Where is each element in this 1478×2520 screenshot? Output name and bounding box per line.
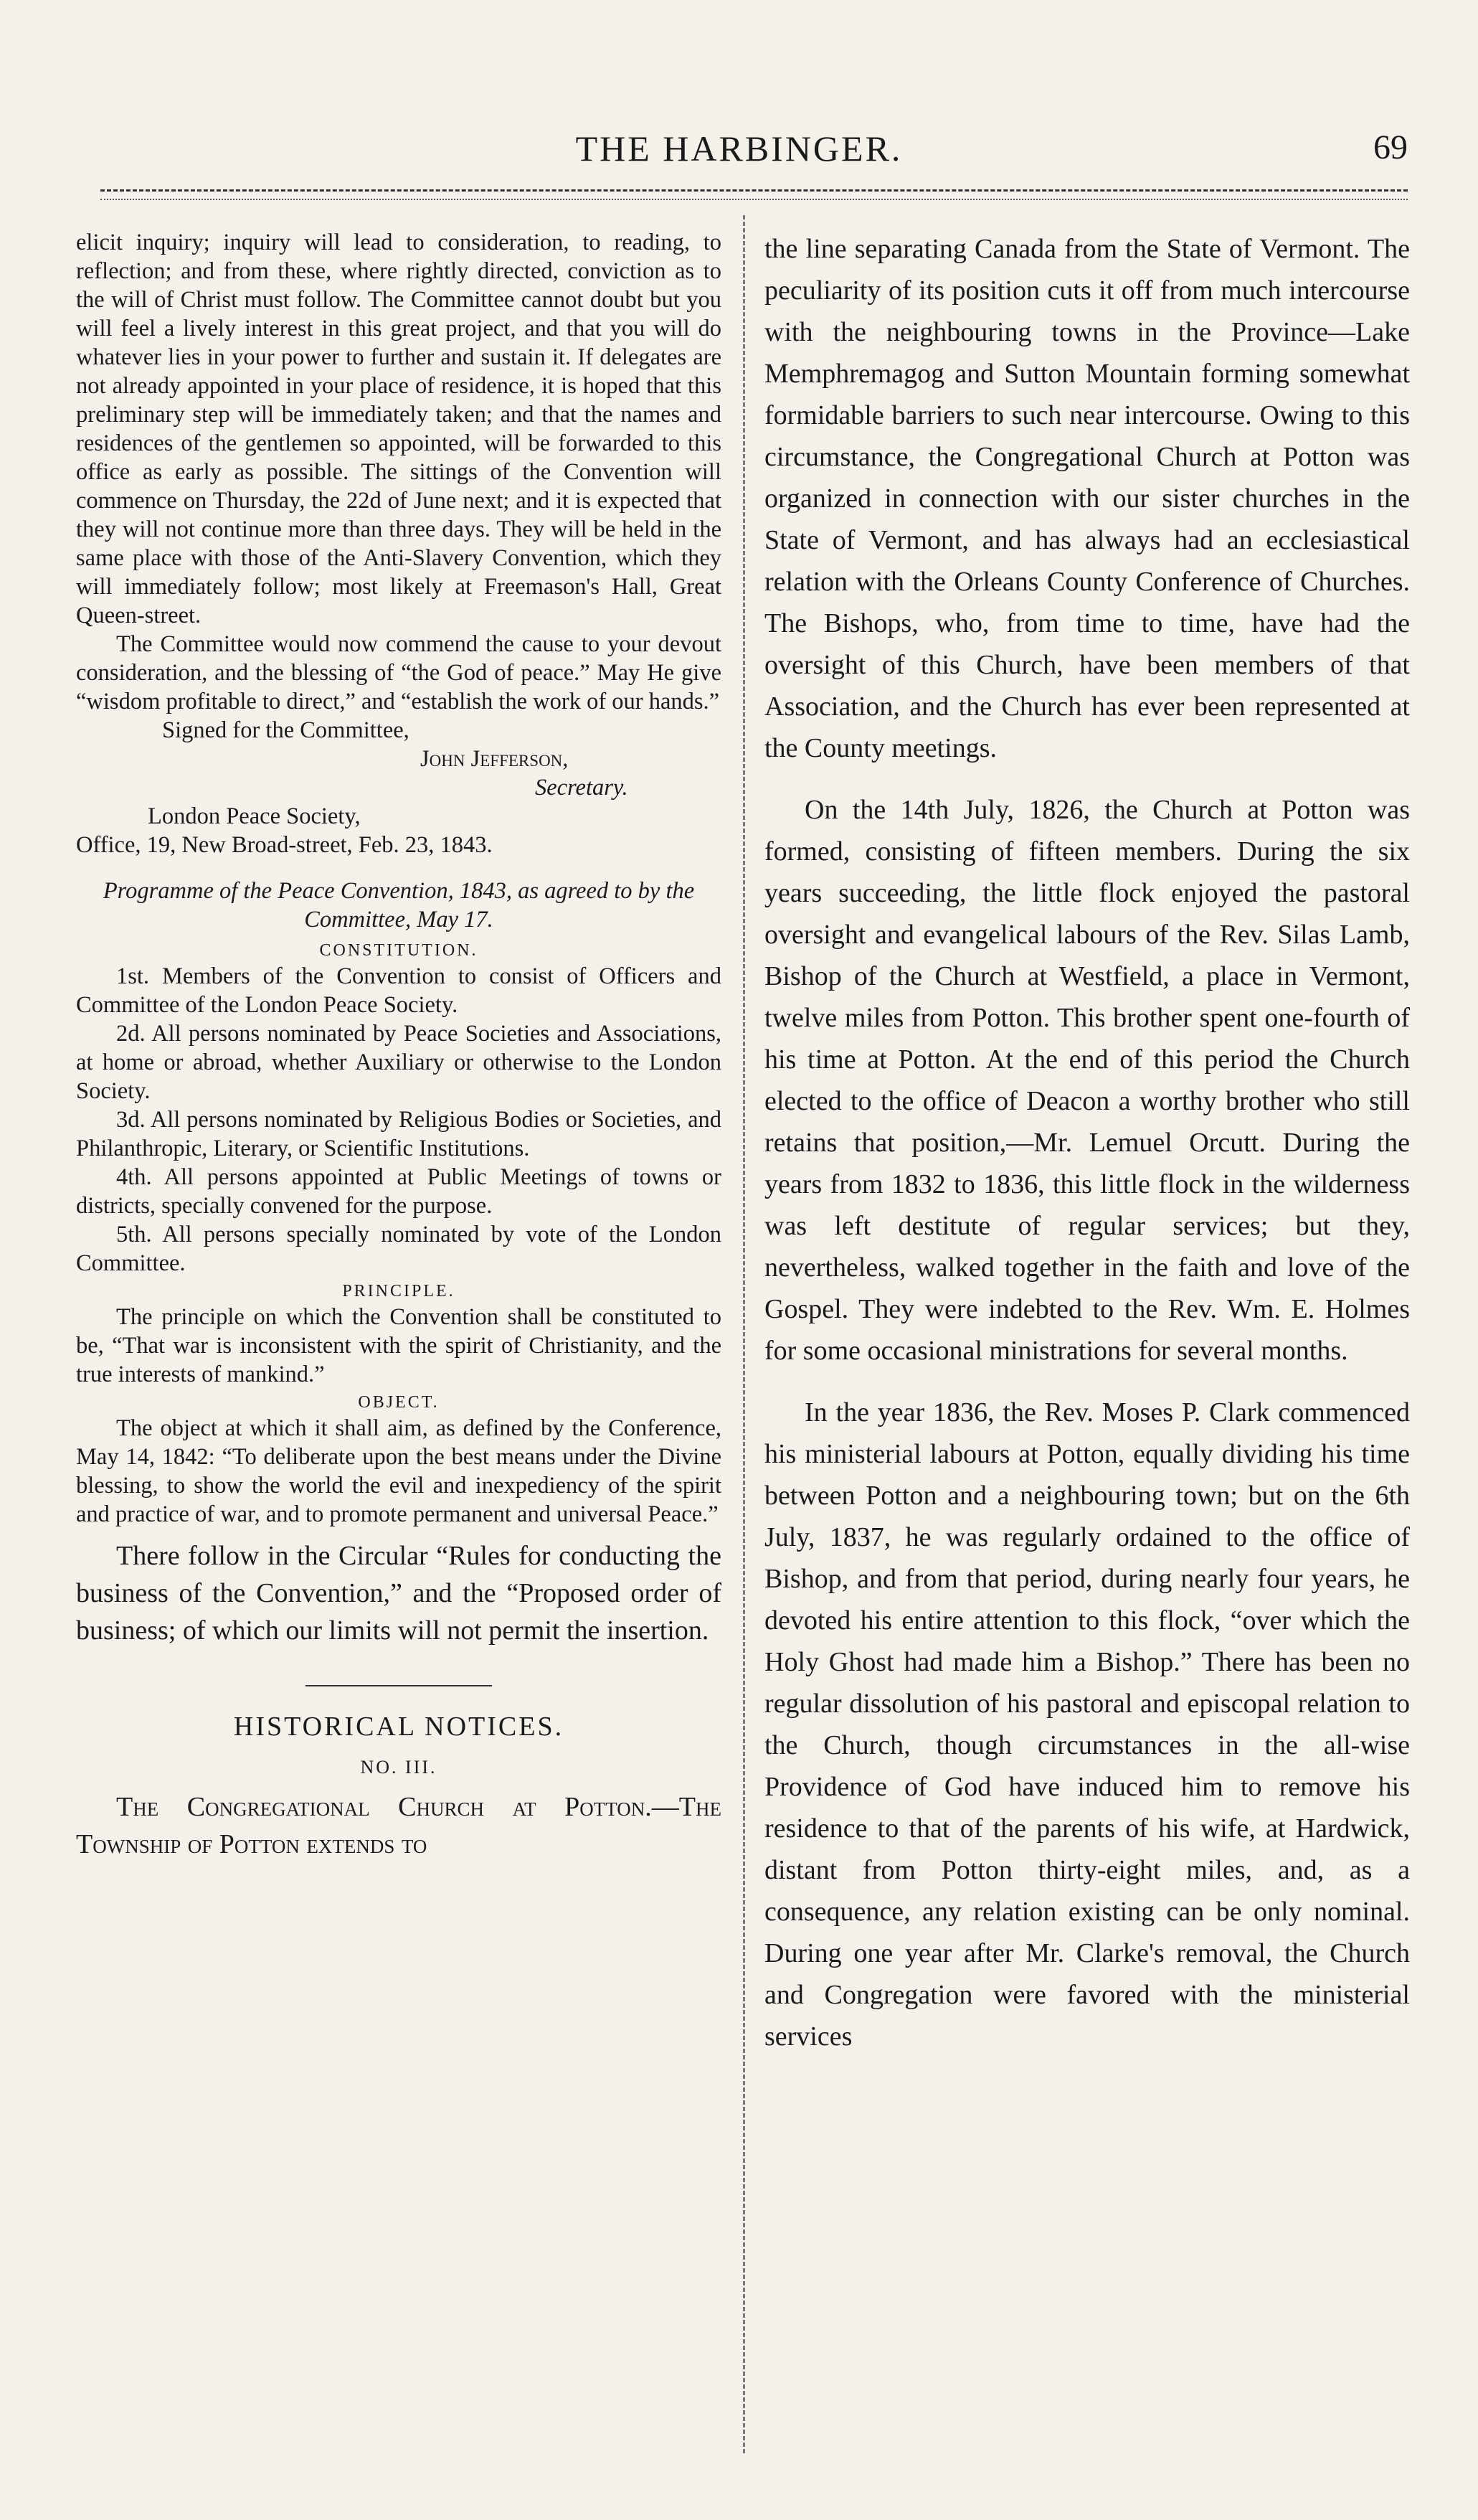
article-paragraph: In the year 1836, the Rev. Moses P. Clark commenced his ministerial labours at Potton, equally dividing his time between Potton and a neighbouring town; but on the 6th July, 1837, he was regularly ordained to the office of Bishop, and from that period, during nearly four years, he devoted his entire attention to this flock, “over which the Holy Ghost had made him a Bishop.” There has been no regular dissolution of his pastoral and episcopal relation to the Church, though circumstances in the all-wise Providence of God have induced him to remove his residence to that of the parents of his wife, at Hardwick, distant from Potton thirty-eight miles, and, as a consequence, any relation existing can be only nominal. During one year after Mr. Clarke's removal, the Church and Congregation were favored with the ministerial services	[764, 1397, 1410, 2052]
constitution-heading: CONSTITUTION.	[319, 941, 478, 960]
letter-closing: The Committee would now commend the cause to your devout consideration, and the blessing of “the God of peace.” May He give “wisdom profitable to direct,” and “establish the work of our hands.”	[76, 631, 721, 714]
follow-note: There follow in the Circular “Rules for conducting the business of the Convention,” and the “Proposed order of business; of which our limits will not permit the insertion.	[76, 1541, 721, 1646]
article-paragraph: On the 14th July, 1826, the Church at Potton was formed, consisting of fifteen members. During the six years succeeding, the little flock enjoyed the pastoral oversight and evangelical labours of the Rev. Silas Lamb, Bishop of the Church at Westfield, a place in Vermont, twelve miles from Potton. This brother spent one-fourth of his time at Potton. At the end of this period the Church elected to the office of Deacon a worthy brother who still retains that position,—Mr. Lemuel Orcutt. During the years from 1832 to 1836, this little flock in the wilderness was left destitute of regular services; but they, nevertheless, walked together in the faith and love of the Gospel. They were indebted to the Rev. Wm. E. Holmes for some occasional ministrations for several months.	[764, 795, 1410, 1366]
letter-paragraph: elicit inquiry; inquiry will lead to consideration, to reading, to reflection; and from these, where rightly directed, conviction as to the will of Christ must follow. The Committee cannot doubt but you will feel a lively interest in this great project, and that you will do whatever lies in your power to further and sustain it. If delegates are not already appointed in your place of residence, it is hoped that this preliminary step will be immediately taken; and that the names and residences of the gentlemen so appointed, will be forwarded to this office as early as possible. The sittings of the Convention will commence on Thursday, the 22d of June next; and it is expected that they will not continue more than three days. They will be held in the same place with those of the Anti-Slavery Convention, which they will immediately follow; most likely at Freemason's Hall, Great Queen-street.	[76, 230, 721, 628]
running-head: THE HARBINGER.	[575, 128, 903, 169]
office-address: Office, 19, New Broad-street, Feb. 23, 1843.	[76, 832, 493, 858]
object-heading: OBJECT.	[358, 1393, 440, 1412]
section-rule	[305, 1685, 492, 1686]
principle-heading: PRINCIPLE.	[342, 1282, 455, 1301]
column-divider	[743, 215, 745, 2453]
left-column	[76, 228, 721, 1863]
constitution-item: 5th. All persons specially nominated by vote of the London Committee.	[76, 1222, 721, 1276]
notice-number: NO. III.	[360, 1757, 437, 1778]
historical-notice-opening: The Congregational Church at Potton.—The Township of Potton extends to	[76, 1792, 721, 1859]
object-text: The object at which it shall aim, as defined by the Conference, May 14, 1842: “To deliberate upon the best means under the Divine blessing, to show the world the evil and inexpediency of the spirit and practice of war, and to promote permanent and universal Peace.”	[76, 1415, 721, 1527]
signed-line: Signed for the Committee,	[162, 717, 409, 743]
article-paragraph: the line separating Canada from the State of Vermont. The peculiarity of its position cuts it off from much intercourse with the neighbouring towns in the Province—Lake Memphremagog and Sutton Mountain forming somewhat formidable barriers to such near intercourse. Owing to this circumstance, the Congregational Church at Potton was organized in connection with our sister churches in the State of Vermont, and has always had an ecclesiastical relation with the Orleans County Conference of Churches. The Bishops, who, from time to time, have had the oversight of this Church, have been members of that Association, and the Church has ever been represented at the County meetings.	[764, 234, 1410, 763]
constitution-item: 3d. All persons nominated by Religious Bodies or Societies, and Philanthropic, Literary, or Scientific Institutions.	[76, 1107, 721, 1161]
header-rule	[100, 189, 1408, 200]
page-number: 69	[1373, 128, 1408, 166]
programme-heading: Programme of the Peace Convention, 1843, as agreed to by the Committee, May 17.	[103, 878, 695, 933]
right-column	[764, 228, 1410, 2057]
principle-text: The principle on which the Convention shall be constituted to be, “That war is inconsistent with the spirit of Christianity, and the true interests of mankind.”	[76, 1304, 721, 1387]
constitution-item: 4th. All persons appointed at Public Meetings of towns or districts, specially convened for the purpose.	[76, 1164, 721, 1219]
signatory-name: John Jefferson,	[420, 746, 569, 772]
historical-notices-heading: HISTORICAL NOTICES.	[233, 1712, 564, 1742]
signatory-role: Secretary.	[535, 775, 628, 801]
constitution-item: 2d. All persons nominated by Peace Societies and Associations, at home or abroad, whether Auxiliary or otherwise to the London Society.	[76, 1021, 721, 1104]
constitution-item: 1st. Members of the Convention to consist of Officers and Committee of the London Peace Society.	[76, 963, 721, 1018]
organization: London Peace Society,	[148, 803, 361, 829]
